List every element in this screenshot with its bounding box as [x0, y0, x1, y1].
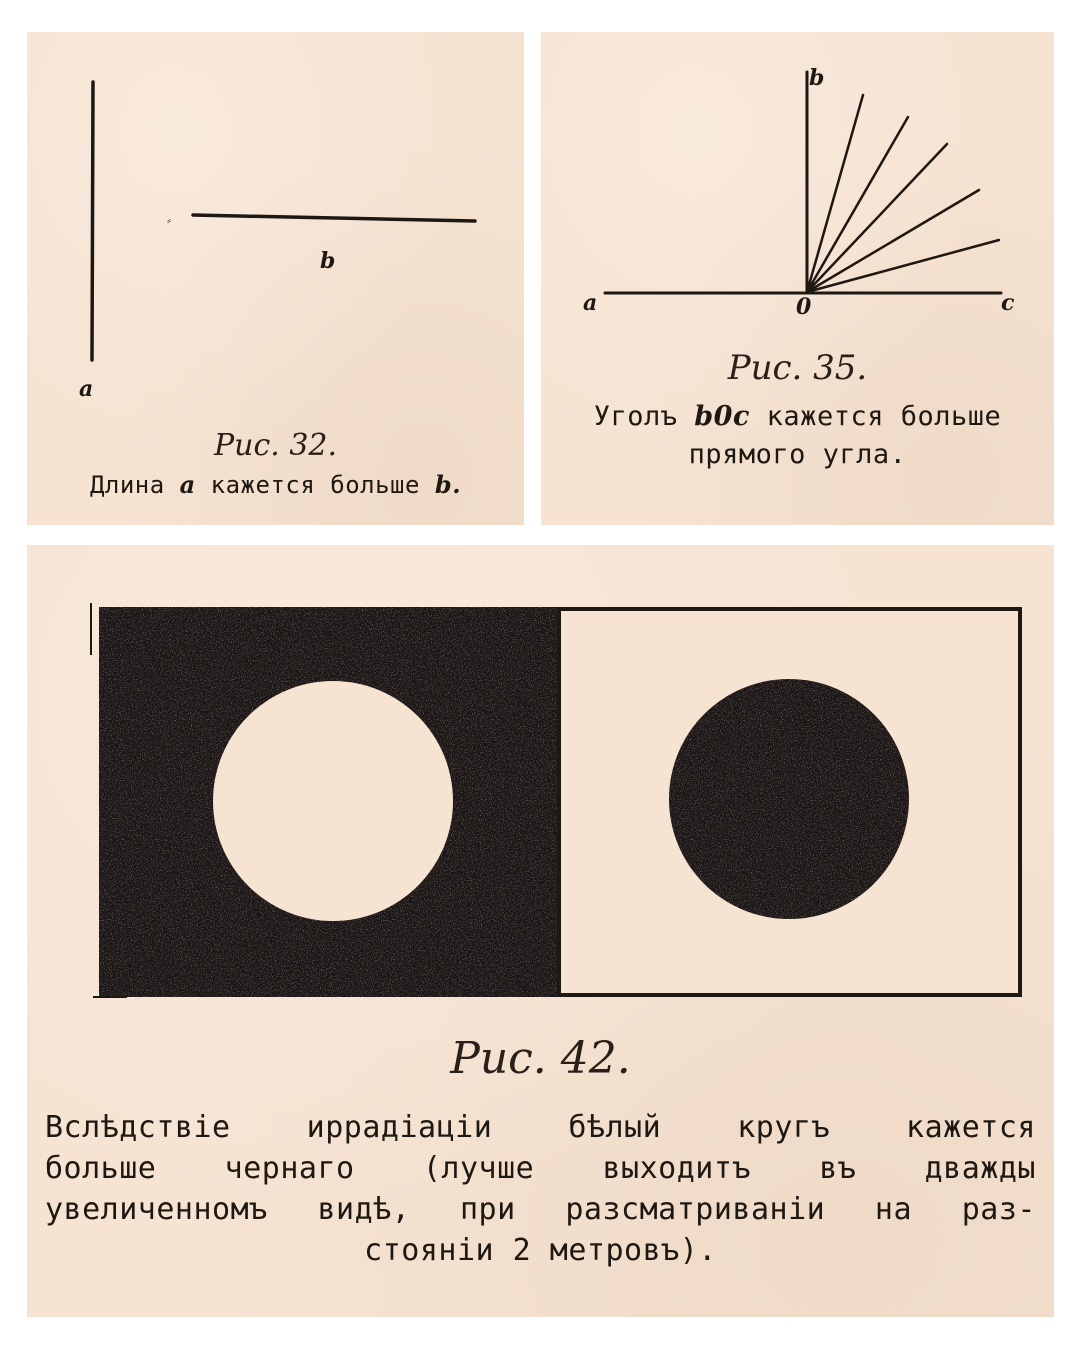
caption-line1-suffix: кажется больше	[766, 401, 1002, 432]
caption-var-b: b.	[434, 470, 462, 499]
figure-42-panel	[27, 545, 1054, 1317]
figure-32-panel	[27, 32, 524, 525]
figure-42-label: Рис. 42.	[450, 1033, 631, 1084]
label-a: a	[79, 376, 94, 402]
label-a: a	[583, 290, 598, 316]
caption-text-middle: кажется больше	[210, 471, 420, 499]
caption-var-a: a	[179, 470, 196, 499]
white-circle	[213, 681, 453, 921]
caption-line1-prefix: Уголъ	[593, 401, 678, 432]
line-a	[92, 82, 93, 360]
ray-2	[807, 117, 908, 292]
figure-32-label: Рис. 32.	[213, 428, 338, 463]
label-b: b	[809, 65, 825, 91]
stray-mark: ⸗	[167, 213, 171, 227]
caption-line2: прямого угла.	[688, 439, 907, 470]
ray-5	[807, 240, 999, 292]
figure-32-caption	[27, 470, 524, 499]
figure-35-label: Рис. 35.	[727, 348, 868, 388]
label-b: b	[320, 248, 336, 274]
caption-line-1: Вслѣдствіе иррадіаціи бѣлый кругъ кажется	[45, 1110, 1036, 1145]
figure-42-caption	[45, 1107, 1036, 1271]
figure-35-panel	[541, 32, 1054, 525]
line-b	[193, 215, 475, 221]
caption-line-3: увеличенномъ видѣ, при разсматриваніи на раз-	[45, 1192, 1036, 1227]
caption-var: b0c	[694, 401, 750, 432]
caption-line-2: больше чернаго (лучше выходитъ въ дважды	[45, 1151, 1036, 1186]
label-o: 0	[796, 294, 812, 320]
black-circle	[669, 679, 909, 919]
figure-35-caption	[541, 398, 1054, 474]
label-c: c	[1001, 290, 1015, 316]
caption-text-prefix: Длина	[89, 471, 165, 499]
caption-line-4: стояніи 2 метровъ).	[364, 1233, 717, 1268]
